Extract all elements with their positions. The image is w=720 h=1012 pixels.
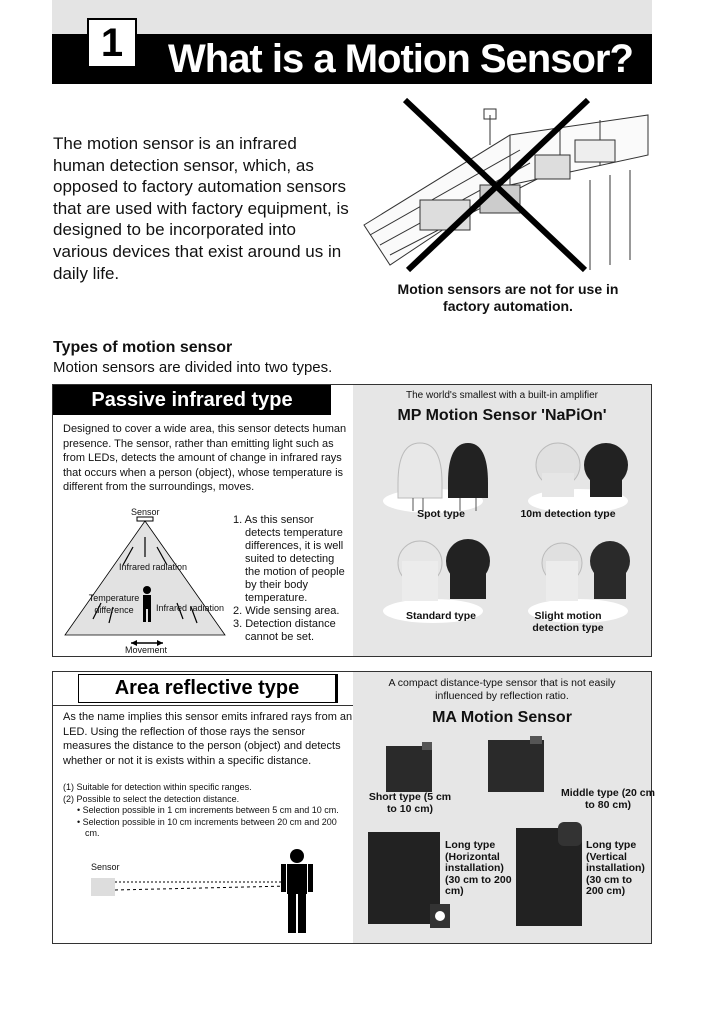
section-number: 1 — [87, 18, 137, 68]
ma-label-long-vertical: Long type (Vertical installation) (30 cm to 200 cm) — [586, 839, 645, 897]
diagram-infrared-label-2: Infrared radiation — [156, 603, 225, 613]
reflective-distance-diagram — [89, 848, 329, 940]
reflective-sensor-label: Sensor — [91, 862, 120, 872]
mp-label-standard: Standard type — [405, 610, 476, 622]
passive-point-1: 1. As this sensor detects temperature differences, it is well suited to detecting the motion of people by their body temperature. — [233, 514, 345, 604]
passive-point-3: 3. Detection distance cannot be set. — [233, 618, 336, 643]
ma-label-middle: Middle type (20 cm to 80 cm) — [561, 787, 655, 811]
passive-detection-diagram — [61, 507, 231, 655]
diagram-sensor-label: Sensor — [131, 507, 160, 517]
passive-type-title: Passive infrared type — [53, 385, 331, 415]
mp-label-10m: 10m detection type — [520, 508, 616, 520]
reflective-note-2: (2) Possible to select the detection distance. — [63, 793, 240, 804]
header-band — [52, 0, 652, 34]
area-reflective-panel — [52, 671, 655, 944]
diagram-infrared-label: Infrared radiation — [119, 562, 188, 572]
reflective-type-title: Area reflective type — [78, 674, 338, 703]
reflective-description: As the name implies this sensor emits infrared rays from an LED. Using the reflection of those rays the sensor measures the distance to the person (object) and detects whether or not it is exists within a specific distance. — [63, 711, 353, 767]
mp-product-name: MP Motion Sensor 'NaPiOn' — [397, 407, 607, 424]
reflective-divider — [53, 705, 353, 706]
ma-sensor-images — [358, 732, 648, 942]
mp-label-spot: Spot type — [417, 508, 465, 520]
types-heading: Types of motion sensor — [53, 339, 233, 356]
reflective-note-1: (1) Suitable for detection within specific ranges. — [63, 782, 252, 792]
passive-infrared-panel — [52, 384, 652, 657]
mp-sensor-images — [378, 433, 648, 633]
factory-caption: Motion sensors are not for use in factory automation. — [397, 281, 619, 314]
ma-tagline: A compact distance-type sensor that is not easily influenced by reflection ratio. — [388, 677, 616, 702]
types-subheading: Motion sensors are divided into two types. — [53, 359, 333, 376]
ma-label-short: Short type (5 cm to 10 cm) — [368, 791, 452, 815]
mp-tagline: The world's smallest with a built-in amplifier — [406, 390, 598, 401]
reflective-note-4: • Selection possible in 10 cm increments between 20 cm and 200 cm. — [77, 816, 337, 838]
mp-label-slight: Slight motion detection type — [532, 610, 604, 634]
page-title: What is a Motion Sensor? — [168, 37, 633, 81]
passive-description: Designed to cover a wide area, this sensor detects human presence. The sensor, rather than emitting light such as from LEDs, detects the amount of change in infrared rays that occurs when a person (object), whose temperature is different from the surroundings, moves. — [63, 423, 347, 493]
ma-product-name: MA Motion Sensor — [432, 709, 572, 726]
reflective-notes — [63, 782, 349, 840]
passive-point-2: 2. Wide sensing area. — [233, 605, 340, 617]
diagram-temperature-label: Temperature difference — [88, 593, 140, 615]
diagram-movement-label: Movement — [125, 645, 168, 655]
passive-points — [233, 514, 347, 644]
factory-automation-illustration — [360, 95, 652, 285]
intro-text: The motion sensor is an infrared human detection sensor, which, as opposed to factory automation sensors that are used with factory equipment, is designed to be incorporated into various devices that exist around us in daily life. — [53, 134, 349, 283]
ma-label-long-horizontal: Long type (Horizontal installation) (30 cm to 200 cm) — [445, 839, 512, 897]
reflective-note-3: • Selection possible in 1 cm increments between 5 cm and 10 cm. — [77, 805, 339, 815]
